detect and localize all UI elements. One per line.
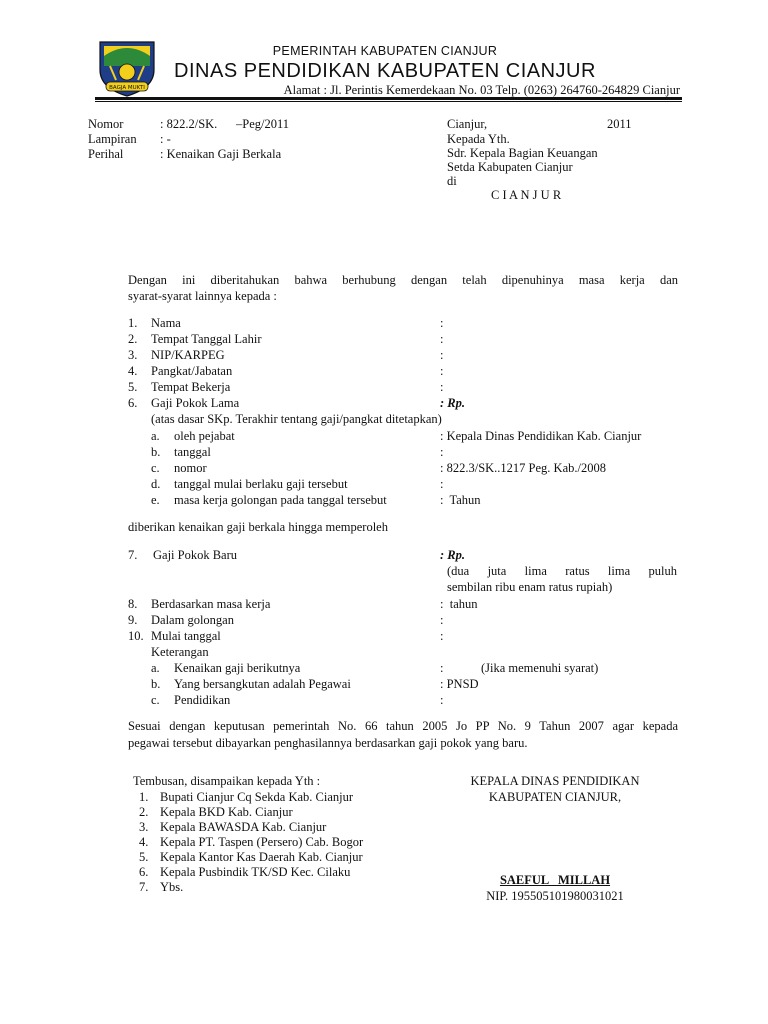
sub-item-value: : Kepala Dinas Pendidikan Kab. Cianjur bbox=[440, 429, 642, 443]
item-number: 6. bbox=[128, 396, 138, 410]
sub-item-label: masa kerja golongan pada tanggal tersebut bbox=[174, 493, 387, 507]
signatory-title-1: KEPALA DINAS PENDIDIKAN bbox=[470, 774, 640, 788]
item-number: 4. bbox=[128, 364, 138, 378]
skp-note: (atas dasar SKp. Terakhir tentang gaji/pangkat ditetapkan) bbox=[151, 412, 442, 426]
remark-letter: b. bbox=[151, 677, 161, 691]
sub-item-letter: b. bbox=[151, 445, 161, 459]
item-value: : Rp. bbox=[440, 548, 465, 562]
item-label: Berdasarkan masa kerja bbox=[151, 597, 271, 611]
item-label: Dalam golongan bbox=[151, 613, 234, 627]
cc-item: Kepala Pusbindik TK/SD Kec. Cilaku bbox=[160, 865, 351, 879]
item-number: 2. bbox=[128, 332, 138, 346]
item-number: 3. bbox=[128, 348, 138, 362]
closing-line-2: pegawai tersebut dibayarkan penghasilannya berdasarkan gaji pokok yang baru. bbox=[128, 736, 528, 750]
item-label: Pangkat/Jabatan bbox=[151, 364, 233, 378]
remark-letter: c. bbox=[151, 693, 160, 707]
cc-item: Bupati Cianjur Cq Sekda Kab. Cianjur bbox=[160, 790, 354, 804]
lampiran-value: : - bbox=[160, 132, 171, 146]
signatory-title-2: KABUPATEN CIANJUR, bbox=[488, 790, 622, 804]
sub-item-value: : bbox=[440, 445, 444, 459]
item-label: Tempat Tanggal Lahir bbox=[151, 332, 262, 346]
item-label: Gaji Pokok Baru bbox=[153, 548, 238, 562]
item-value: : Rp. bbox=[440, 396, 465, 410]
closing-line-1: Sesuai dengan keputusan pemerintah No. 66 tahun 2005 Jo PP No. 9 Tahun 2007 agar kepada bbox=[128, 719, 678, 733]
letterhead-divider bbox=[95, 97, 682, 100]
item-value: : bbox=[440, 316, 444, 330]
remark-value: : bbox=[440, 693, 444, 707]
salary-in-words-line-1: (dua juta lima ratus lima puluh bbox=[447, 564, 677, 578]
remark-label: Pendidikan bbox=[174, 693, 231, 707]
cianjur-regency-logo bbox=[96, 36, 158, 98]
agency-address: Alamat : Jl. Perintis Kemerdekaan No. 03 Telp. (0263) 264760-264829 Cianjur bbox=[283, 83, 680, 97]
sub-item-value: : 822.3/SK..1217 Peg. Kab./2008 bbox=[440, 461, 606, 475]
sub-item-value: : bbox=[440, 477, 444, 491]
sub-item-letter: e. bbox=[151, 493, 160, 507]
svg-text:BAGJA MUKTI: BAGJA MUKTI bbox=[109, 85, 145, 91]
cc-number: 4. bbox=[139, 835, 149, 849]
item-value: : bbox=[440, 332, 444, 346]
letter-year: 2011 bbox=[607, 117, 632, 131]
cc-item: Kepala BKD Kab. Cianjur bbox=[160, 805, 293, 819]
perihal-label: Perihal bbox=[88, 147, 124, 161]
sub-item-letter: a. bbox=[151, 429, 160, 443]
item-number: 5. bbox=[128, 380, 138, 394]
item-label: Mulai tanggal bbox=[151, 629, 221, 643]
item-label: NIP/KARPEG bbox=[151, 348, 225, 362]
item-label: Tempat Bekerja bbox=[151, 380, 231, 394]
cc-title: Tembusan, disampaikan kepada Yth : bbox=[133, 774, 321, 788]
item-value: : bbox=[440, 348, 444, 362]
signatory-name: SAEFUL MILLAH bbox=[499, 873, 611, 887]
remark-value: : (Jika memenuhi syarat) bbox=[440, 661, 599, 675]
sub-item-value: : Tahun bbox=[440, 493, 481, 507]
intro-line-1: Dengan ini diberitahukan bahwa berhubung dengan telah dipenuhinya masa kerja dan bbox=[128, 273, 678, 287]
item-number: 9. bbox=[128, 613, 138, 627]
cc-number: 3. bbox=[139, 820, 149, 834]
recipient-line-3: Setda Kabupaten Cianjur bbox=[447, 160, 573, 174]
nomor-value: : 822.2/SK. –Peg/2011 bbox=[160, 117, 290, 131]
item-value: : bbox=[440, 629, 444, 643]
cc-item: Ybs. bbox=[160, 880, 184, 894]
lampiran-label: Lampiran bbox=[88, 132, 137, 146]
cc-number: 6. bbox=[139, 865, 149, 879]
item-number: 10. bbox=[128, 629, 144, 643]
signatory-nip: NIP. 195505101980031021 bbox=[486, 889, 624, 903]
cc-item: Kepala BAWASDA Kab. Cianjur bbox=[160, 820, 327, 834]
salary-in-words-line-2: sembilan ribu enam ratus rupiah) bbox=[447, 580, 613, 594]
item-label: Nama bbox=[151, 316, 181, 330]
sub-item-label: tanggal bbox=[174, 445, 211, 459]
cc-number: 2. bbox=[139, 805, 149, 819]
remark-label: Kenaikan gaji berikutnya bbox=[174, 661, 301, 675]
cc-item: Kepala Kantor Kas Daerah Kab. Cianjur bbox=[160, 850, 363, 864]
recipient-line-2: Sdr. Kepala Bagian Keuangan bbox=[447, 146, 598, 160]
item-number: 7. bbox=[128, 548, 138, 562]
agency-name: DINAS PENDIDIKAN KABUPATEN CIANJUR bbox=[174, 60, 596, 82]
item-number: 8. bbox=[128, 597, 138, 611]
sub-item-label: tanggal mulai berlaku gaji tersebut bbox=[174, 477, 348, 491]
remark-value: : PNSD bbox=[440, 677, 479, 691]
item-label: Gaji Pokok Lama bbox=[151, 396, 240, 410]
remark-label: Yang bersangkutan adalah Pegawai bbox=[174, 677, 351, 691]
sub-item-letter: d. bbox=[151, 477, 161, 491]
item-value: : bbox=[440, 380, 444, 394]
perihal-value: : Kenaikan Gaji Berkala bbox=[160, 147, 282, 161]
item-value: : bbox=[440, 613, 444, 627]
item-value: : tahun bbox=[440, 597, 478, 611]
item-value: : bbox=[440, 364, 444, 378]
keterangan-label: Keterangan bbox=[151, 645, 209, 659]
letterhead-divider-thin bbox=[95, 101, 682, 102]
nomor-label: Nomor bbox=[88, 117, 124, 131]
cc-item: Kepala PT. Taspen (Persero) Cab. Bogor bbox=[160, 835, 364, 849]
given-text: diberikan kenaikan gaji berkala hingga memperoleh bbox=[128, 520, 388, 534]
letter-place: Cianjur, bbox=[447, 117, 488, 131]
cc-number: 7. bbox=[139, 880, 149, 894]
recipient-line-4: di bbox=[447, 174, 457, 188]
cc-number: 5. bbox=[139, 850, 149, 864]
sub-item-label: oleh pejabat bbox=[174, 429, 235, 443]
item-number: 1. bbox=[128, 316, 138, 330]
government-name: PEMERINTAH KABUPATEN CIANJUR bbox=[272, 44, 498, 58]
recipient-city: C I A N J U R bbox=[491, 188, 562, 202]
cc-number: 1. bbox=[139, 790, 149, 804]
recipient-line-1: Kepada Yth. bbox=[447, 132, 510, 146]
intro-line-2: syarat-syarat lainnya kepada : bbox=[128, 289, 277, 303]
sub-item-label: nomor bbox=[174, 461, 207, 475]
sub-item-letter: c. bbox=[151, 461, 160, 475]
remark-letter: a. bbox=[151, 661, 160, 675]
